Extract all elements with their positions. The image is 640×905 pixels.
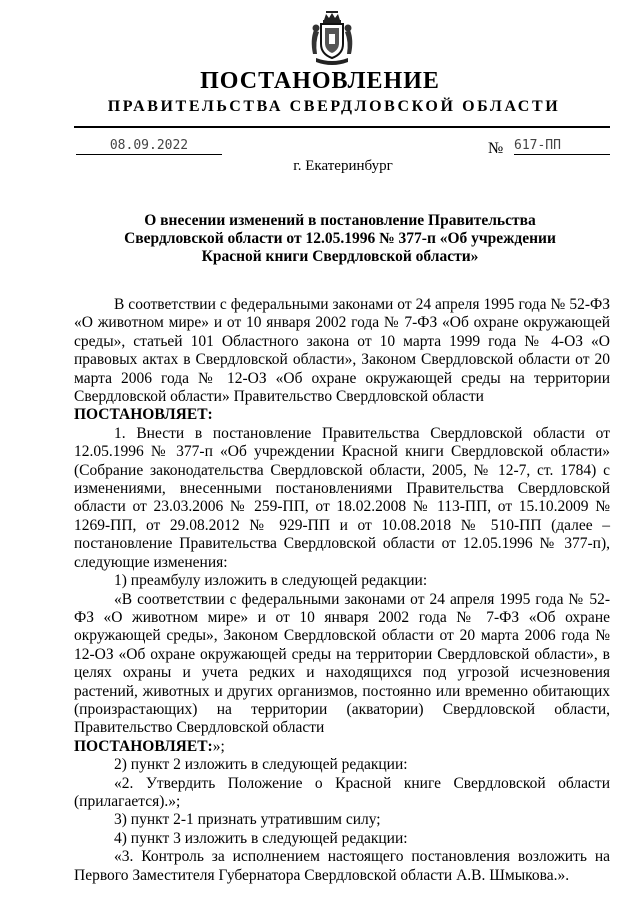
preamble-paragraph: В соответствии с федеральными законами от 24 апреля 1995 года № 52-ФЗ «О животном мире» и от 10 января 2002 года № 7-ФЗ «Об охране окружающей среды», статьей 101 Областного закона от 10 марта 1999 года № 4-ОЗ «О правовых актах в Свердловской области», Законом Свердловской области от 20 марта 2006 года № 12-ОЗ «Об охране окружающей среды на территории Свердловской области» Правительство Свердловской области bbox=[74, 296, 610, 406]
title-line: О внесении изменений в постановление Правительства bbox=[144, 212, 536, 229]
quote-1-resolves-bold: ПОСТАНОВЛЯЕТ: bbox=[74, 737, 213, 755]
title-line: Красной книги Свердловской области» bbox=[201, 248, 479, 265]
subitem-1: 1) преамбулу изложить в следующей редакции: bbox=[114, 572, 428, 590]
quote-2-paragraph: «2. Утвердить Положение о Красной книге Свердловской области (прилагается).»; bbox=[74, 774, 610, 810]
document-title bbox=[100, 212, 580, 266]
subitem-2: 2) пункт 2 изложить в следующей редакции: bbox=[114, 756, 408, 774]
resolves-heading: ПОСТАНОВЛЯЕТ: bbox=[74, 406, 213, 424]
header-divider bbox=[74, 126, 610, 128]
document-number: 617-ПП bbox=[514, 138, 610, 155]
quote-4-paragraph: «3. Контроль за исполнением настоящего постановления возложить на Первого Заместителя Губернатора Свердловской области А.В. Шмыкова.». bbox=[74, 848, 610, 884]
item-1-paragraph: 1. Внести в постановление Правительства Свердловской области от 12.05.1996 № 377-п «Об учреждении Красной книги Свердловской области» (Собрание законодательства Свердловской области, 2005, № 12-7, ст. 1784) с изменениями, внесенными постановлениями Правительства Свердловской области от 23.03.2006 № 259-ПП, от 18.02.2008 № 113-ПП, от 15.10.2009 № 1269-ПП, от 29.08.2012 № 929-ПП и от 10.08.2018 № 510-ПП (далее – постановление Правительства Свердловской области от 12.05.1996 № 377-п), следующие изменения: bbox=[74, 424, 610, 571]
subitem-4: 4) пункт 3 изложить в следующей редакции: bbox=[114, 829, 408, 847]
document-body bbox=[74, 296, 610, 885]
number-sign: № bbox=[488, 140, 504, 157]
quote-1-paragraph: «В соответствии с федеральными законами от 24 апреля 1995 года № 52-ФЗ «О животном мире» и от 10 января 2002 года № 7-ФЗ «Об охране окружающей среды», Законом Свердловской области от 20 марта 2006 года № 12-ОЗ «Об охране окружающей среды на территории Свердловской области», в целях охраны и учета редких и находящихся под угрозой исчезновения растений, животных и других организмов, постоянно или временно обитающих (произрастающих) на территории (акватории) Свердловской области, Правительство Свердловской области bbox=[74, 590, 610, 737]
coat-of-arms-icon bbox=[308, 10, 356, 66]
quote-1-end: »; bbox=[212, 737, 225, 755]
document-type: ПОСТАНОВЛЕНИЕ bbox=[200, 68, 440, 94]
subitem-3: 3) пункт 2-1 признать утратившим силу; bbox=[114, 811, 381, 829]
city: г. Екатеринбург bbox=[293, 158, 393, 174]
issuing-authority: ПРАВИТЕЛЬСТВА СВЕРДЛОВСКОЙ ОБЛАСТИ bbox=[107, 98, 561, 115]
title-line: Свердловской области от 12.05.1996 № 377-п «Об учреждении bbox=[124, 230, 556, 247]
document-date: 08.09.2022 bbox=[76, 138, 222, 155]
quote-1-resolves bbox=[74, 738, 610, 756]
